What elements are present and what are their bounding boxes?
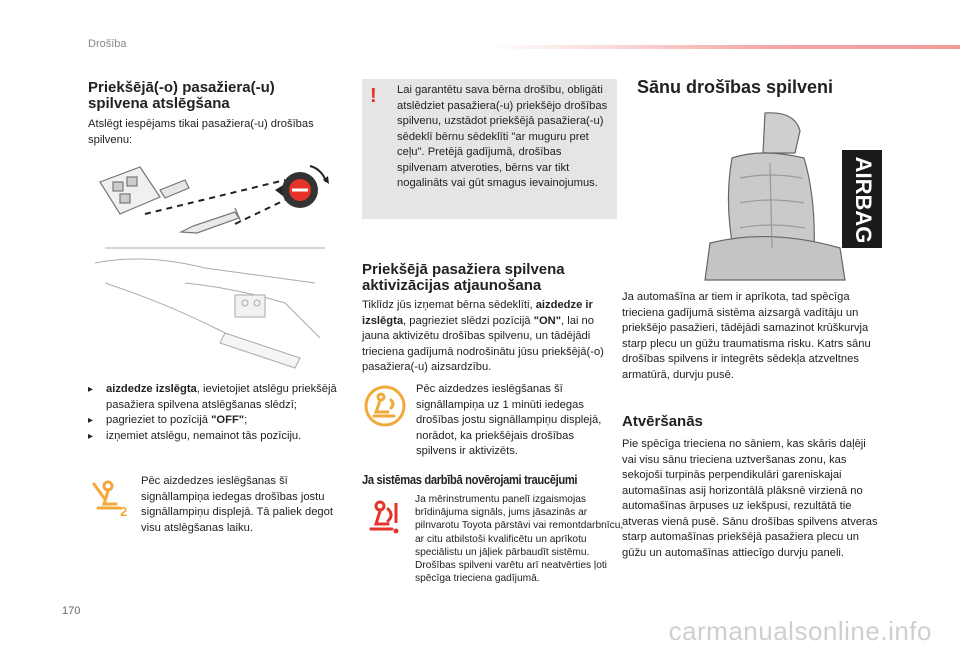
svg-text:AIRBAG: AIRBAG — [851, 156, 877, 244]
warning-exclamation-icon: ! — [370, 85, 377, 107]
bullet-marker: ▸ — [88, 384, 94, 395]
left-steps-list — [88, 382, 338, 444]
watermark: carmanualsonline.info — [668, 616, 932, 646]
middle-paragraph: Tiklīdz jūs izņemat bērna sēdeklīti, aizdedze ir izslēgta, pagrieziet slēdzi pozīcijā "ON", lai no jauna aktivizētu drošības spilvenu, un tādējādi trieciena gadījumā nodrošinātu jūsu priekšējā(-o) pasažiera(-u) aizsardzību. — [362, 299, 604, 373]
middle-title-line2: aktivizācijas atjaunošana — [362, 277, 542, 294]
airbag-off-warning-icon — [90, 478, 132, 518]
list-item: ▸ aizdedze izslēgta, ievietojiet atslēgu priekšējā pasažiera spilvena atslēgšanas slēdzī; — [88, 383, 337, 411]
deployment-description: Pie spēcīga trieciena no sāniem, kas skāris daļēji vai visu sānu trieciena uztveršanas zonu, kas sekojoši turpinās perpendikulāri gareniskajai automašīnas asij horizontālā plāksnē virzienā no automašīnas ārpuses uz iekšpusi, rezultātā tie atveras vienā pusē. Sānu drošības spilvens atveras starp automašīnas priekšējā pasažiera plecu un gūžu un automašīnas attiecīgo durvju paneli. — [622, 438, 878, 559]
header-accent-bar — [490, 45, 960, 49]
svg-text:2: 2 — [120, 504, 128, 518]
left-intro-text: Atslēgt iespējams tikai pasažiera(-u) drošības spilvenu: — [88, 118, 314, 146]
key-switch-illustration — [85, 152, 335, 244]
airbag-fault-warning-icon — [366, 499, 404, 539]
deployment-subtitle: Atvēršanās — [622, 413, 703, 430]
list-item: ▸ izņemiet atslēgu, nemainot tās pozīciju. — [88, 429, 338, 445]
left-note-text: Pēc aizdedzes ieslēgšanas šī signāllampiņa iedegas drošības jostu signāllampiņu displejā. Tā paliek degot visu atslēgšanas laiku. — [141, 475, 333, 534]
airbag-on-indicator-icon — [364, 385, 406, 427]
page-number: 170 — [62, 605, 81, 617]
malfunction-subtitle: Ja sistēmas darbībā novērojami traucējumi — [362, 472, 578, 487]
left-title-line2: spilvena atslēgšana — [88, 95, 230, 112]
left-title-line1: Priekšējā(-o) pasažiera(-u) — [88, 79, 275, 96]
malfunction-note-text: Ja mērinstrumentu panelī izgaismojas brīdinājuma signāls, jums jāsazinās ar pilnvarotu Toyota pārstāvi vai remontdarbnīcu, ar citu atbilstoši kvalificētu un aprīkotu speciālistu un jāļiek pārbaudīt sistēmu. Drošības spilveni varētu arī neatvērties ļoti spēcīga trieciena gadījumā. — [415, 494, 624, 585]
side-airbags-title: Sānu drošības spilveni — [637, 77, 834, 97]
warning-box — [362, 79, 617, 219]
list-item: ▸ pagrieziet to pozīcijā "OFF"; — [88, 413, 338, 429]
warning-text: Lai garantētu sava bērna drošību, obligāti atslēdziet pasažiera(-u) priekšējo drošības spilvenu, uzstādot priekšējā pasažiera(-u) sēdeklī bērnu sēdeklīti "ar muguru pret ceļu". Pretējā gadījumā, drošības spilvenam atveroties, bērns var tikt nogalināts vai gūt smagus ievainojumus. — [397, 84, 608, 189]
left-section-title — [88, 80, 338, 112]
side-airbags-description: Ja automašīna ar tiem ir aprīkota, tad spēcīga trieciena gadījumā sistēma aizsargā vadītāju un priekšējo pasažieri, tādējādi samazinot krūškurvja starp plecu un gūžu traumatisma risku. Katrs sānu drošības spilvens ir integrēts sēdekļa atzveltnes armatūrā, durvju pusē. — [622, 291, 871, 381]
glovebox-illustration — [85, 243, 335, 373]
middle-section-title — [362, 262, 617, 294]
seat-airbag-illustration — [640, 108, 885, 283]
bullet-marker: ▸ — [88, 430, 94, 442]
bullet-marker: ▸ — [88, 415, 94, 426]
section-header: Drošība — [88, 38, 127, 50]
middle-note-text: Pēc aizdedzes ieslēgšanas šī signāllampiņa uz 1 minūti iedegas drošības jostu signāllampiņu displejā, norādot, ka priekšējais drošības spilvens ir aktivizēts. — [416, 383, 602, 457]
middle-title-line1: Priekšējā pasažiera spilvena — [362, 261, 565, 278]
